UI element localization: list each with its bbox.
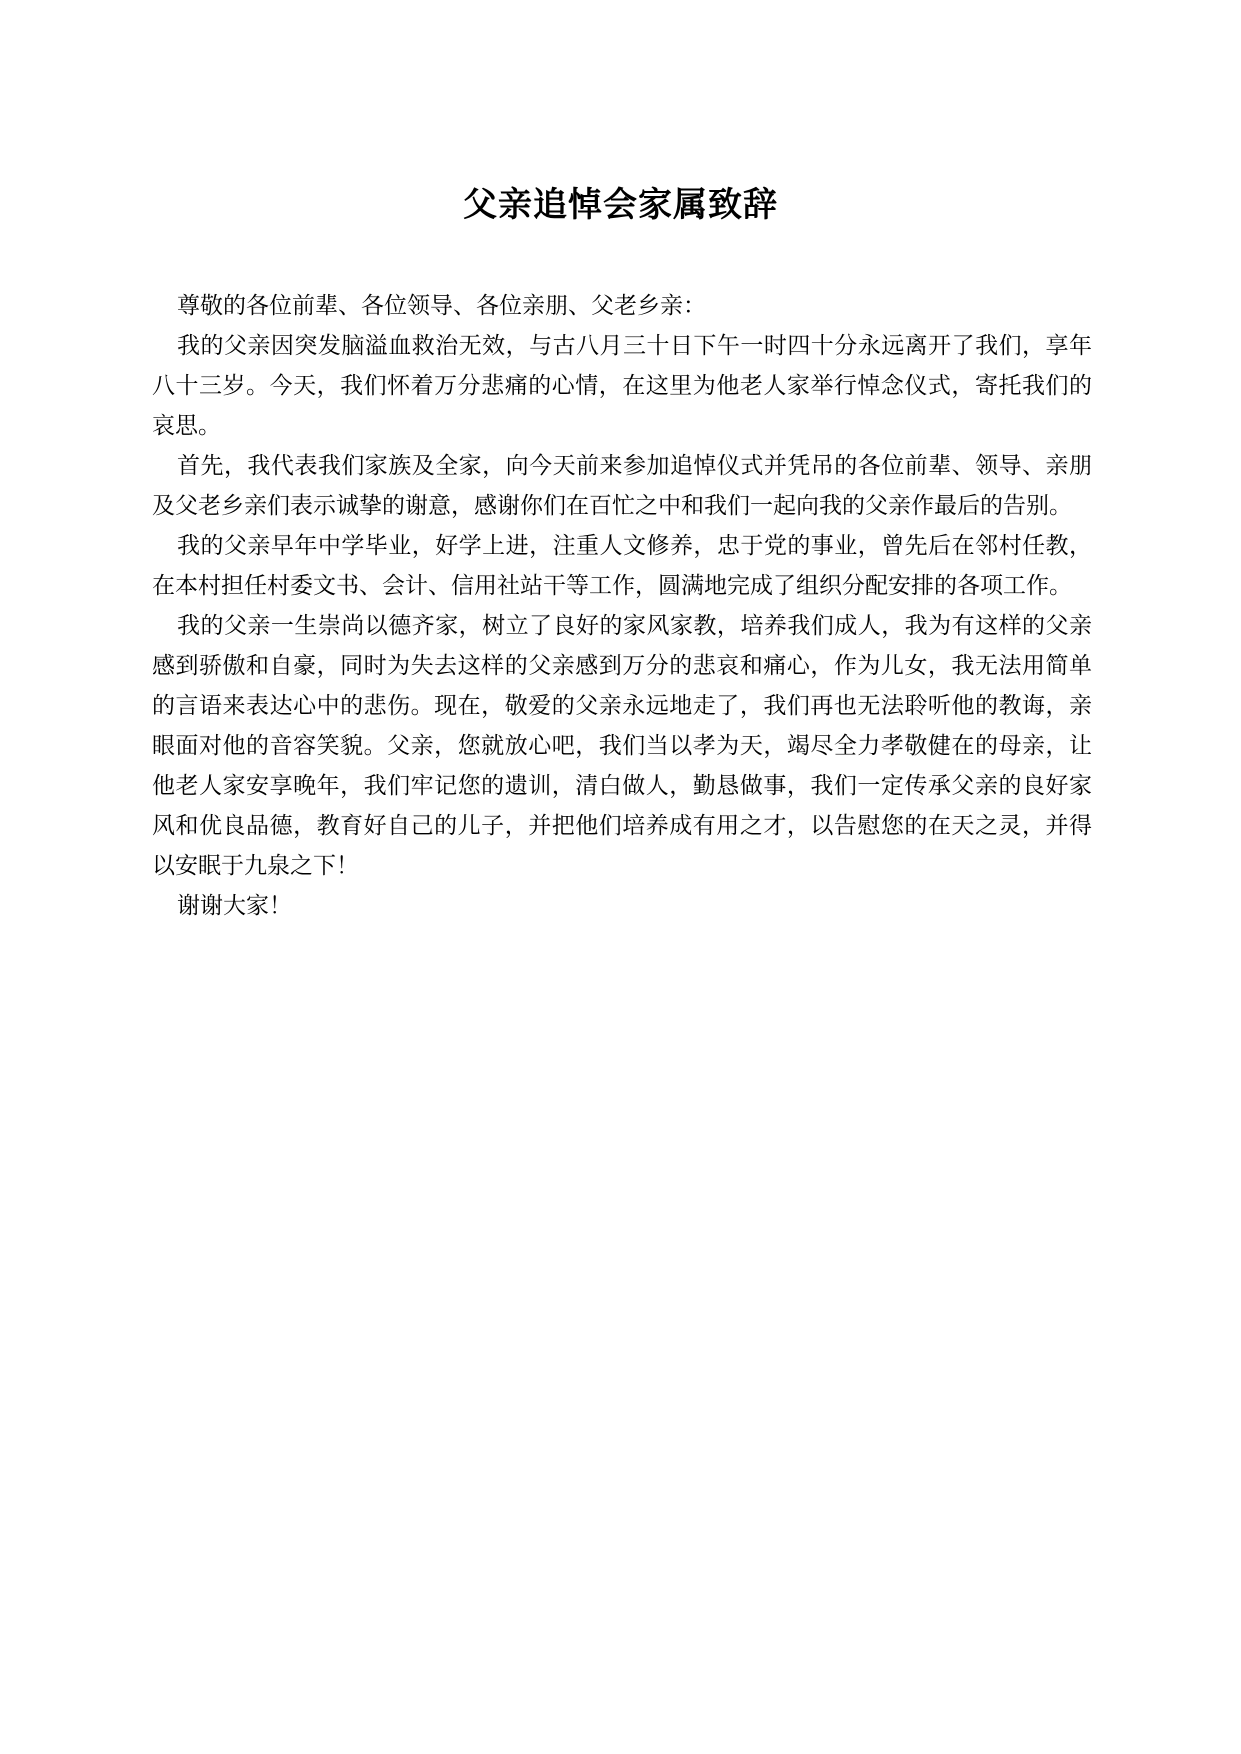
document-body	[152, 286, 1092, 926]
greeting-paragraph: 尊敬的各位前辈、各位领导、各位亲朋、父老乡亲：	[177, 293, 706, 319]
paragraph-thanks: 首先，我代表我们家族及全家，向今天前来参加追悼仪式并凭吊的各位前辈、领导、亲朋及父老乡亲们表示诚挚的谢意，感谢你们在百忙之中和我们一起向我的父亲作最后的告别。	[152, 453, 1092, 519]
page-title: 父亲追悼会家属致辞	[463, 184, 778, 225]
paragraph-biography: 我的父亲早年中学毕业，好学上进，注重人文修养，忠于党的事业，曾先后在邻村任教，在本村担任村委文书、会计、信用社站干等工作，圆满地完成了组织分配安排的各项工作。	[152, 533, 1092, 599]
paragraph-tribute: 我的父亲一生崇尚以德齐家，树立了良好的家风家教，培养我们成人，我为有这样的父亲感到骄傲和自豪，同时为失去这样的父亲感到万分的悲哀和痛心，作为儿女，我无法用简单的言语来表达心中的悲伤。现在，敬爱的父亲永远地走了，我们再也无法聆听他的教诲，亲眼面对他的音容笑貌。父亲，您就放心吧，我们当以孝为天，竭尽全力孝敬健在的母亲，让他老人家安享晚年，我们牢记您的遗训，清白做人，勤恳做事，我们一定传承父亲的良好家风和优良品德，教育好自己的儿子，并把他们培养成有用之才，以告慰您的在天之灵，并得以安眠于九泉之下！	[152, 613, 1092, 879]
paragraph-announcement: 我的父亲因突发脑溢血救治无效，与古八月三十日下午一时四十分永远离开了我们，享年八十三岁。今天，我们怀着万分悲痛的心情，在这里为他老人家举行悼念仪式，寄托我们的哀思。	[152, 333, 1092, 439]
closing-paragraph: 谢谢大家！	[177, 893, 292, 919]
